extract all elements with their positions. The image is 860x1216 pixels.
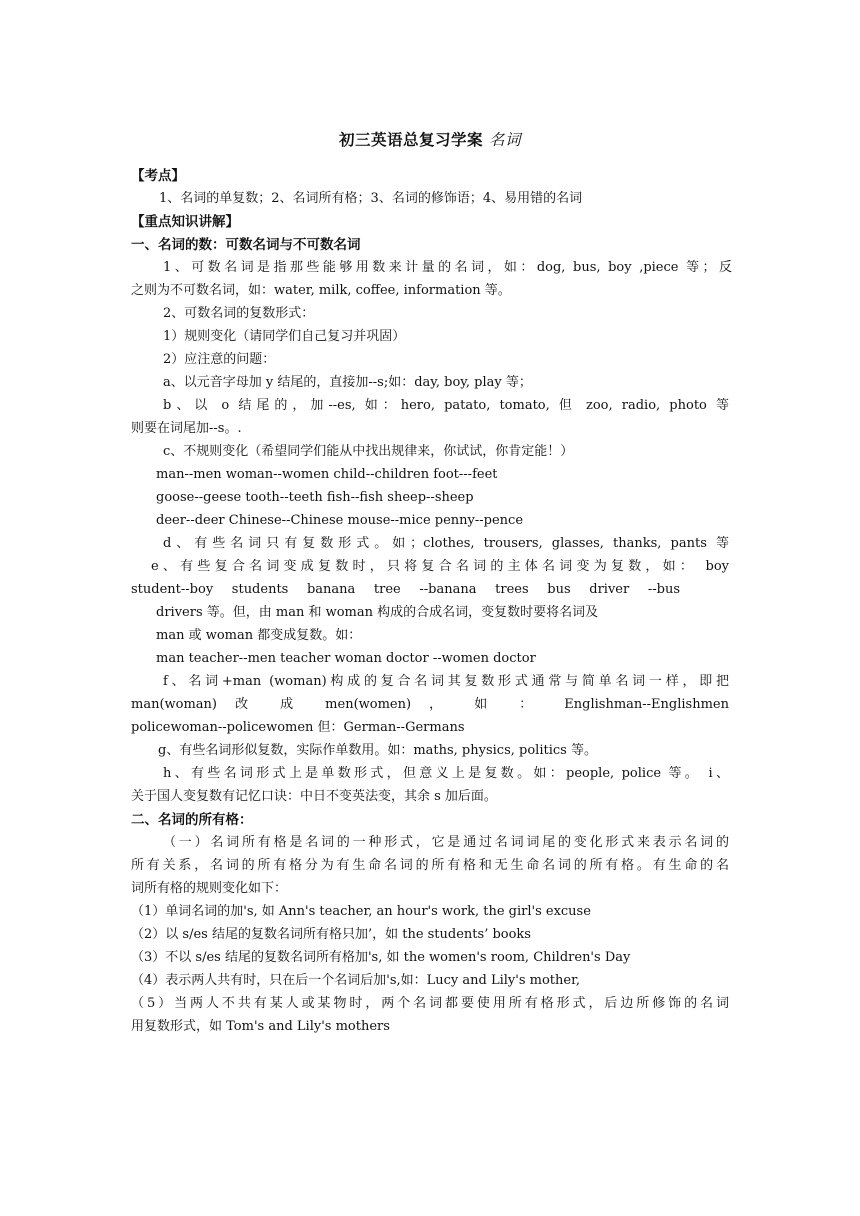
text-line: e、有些复合名词变成复数时，只将复合名词的主体名词变为复数，如： boy <box>151 559 729 574</box>
text-line: （1）单词名词的加's, 如 Ann's teacher, an hour's work, the girl's excuse <box>131 904 591 919</box>
text-line: 1、名词的单复数；2、名词所有格；3、名词的修饰语；4、易用错的名词 <box>159 191 583 206</box>
text-line: d、有些名词只有复数形式。如；clothes, trousers, glasses, thanks, pants 等 <box>163 536 729 551</box>
section-heading: 二、名词的所有格： <box>131 812 253 828</box>
section-heading: 一、名词的数：可数名词与不可数名词 <box>131 237 361 253</box>
text-line: deer--deer Chinese--Chinese mouse--mice penny--pence <box>156 513 524 528</box>
text-line: drivers 等。但，由 man 和 woman 构成的合成名词，变复数时要将名词及 <box>156 605 599 620</box>
text-line: policewoman--policewomen 但：German--Germans <box>131 720 465 735</box>
text-line: （4）表示两人共有时，只在后一个名词后加's,如：Lucy and Lily's mother, <box>131 973 581 988</box>
text-line: f、名词+man (woman)构成的复合名词其复数形式通常与简单名词一样，即把 <box>163 674 729 689</box>
text-line: goose--geese tooth--teeth fish--fish sheep--sheep <box>156 490 474 505</box>
text-line: 词所有格的规则变化如下： <box>131 881 288 896</box>
text-line: 用复数形式，如 Tom's and Lily's mothers <box>131 1019 390 1034</box>
document-title <box>0 128 860 150</box>
text-line: man--men woman--women child--children foot---feet <box>156 467 498 482</box>
title-subject: 名词 <box>488 131 521 149</box>
title-main: 初三英语总复习学案 <box>339 131 484 149</box>
text-line: （3）不以 s/es 结尾的复数名词所有格加's, 如 the women's room, Children's Day <box>131 950 631 965</box>
text-line: 关于国人变复数有记忆口诀：中日不变英法变，其余 s 加后面。 <box>131 789 497 804</box>
text-line: h、有些名词形式上是单数形式，但意义上是复数。如：people, police 等。 i、 <box>163 766 729 781</box>
text-line: 则要在词尾加--s。. <box>131 421 242 436</box>
text-line: 1、可数名词是指那些能够用数来计量的名词，如：dog, bus, boy ,piece 等；反 <box>163 260 732 275</box>
text-line: 所有关系，名词的所有格分为有生命名词的所有格和无生命名词的所有格。有生命的名 <box>131 858 729 873</box>
text-line: （5）当两人不共有某人或某物时，两个名词都要使用所有格形式，后边所修饰的名词 <box>131 996 729 1011</box>
text-line: （2）以 s/es 结尾的复数名词所有格只加’，如 the students’ books <box>131 927 531 942</box>
text-line: man teacher--men teacher woman doctor --women doctor <box>156 651 536 666</box>
text-line: （一）名词所有格是名词的一种形式，它是通过名词词尾的变化形式来表示名词的 <box>163 835 729 850</box>
text-line: a、以元音字母加 y 结尾的，直接加--s;如：day, boy, play 等； <box>163 375 532 390</box>
text-line: g、有些名词形似复数，实际作单数用。如：maths, physics, politics 等。 <box>158 743 597 758</box>
text-line: 2、可数名词的复数形式： <box>163 306 315 321</box>
section-heading: 【重点知识讲解】 <box>131 214 239 230</box>
section-heading: 【考点】 <box>131 168 185 184</box>
text-line: man(woman) 改 成 men(women) ， 如 ： Englishman--Englishmen <box>131 697 729 712</box>
text-line: c、不规则变化（希望同学们能从中找出规律来，你试试，你肯定能！） <box>163 444 574 459</box>
text-line: b、以 o 结尾的，加--es, 如：hero, patato, tomato, 但 zoo, radio, photo 等 <box>163 398 729 413</box>
text-line: 之则为不可数名词，如：water, milk, coffee, information 等。 <box>131 283 511 298</box>
text-line: 2）应注意的问题： <box>163 352 276 367</box>
text-line: student--boy students banana tree --banana trees bus driver --bus <box>131 582 680 597</box>
text-line: man 或 woman 都变成复数。如： <box>156 628 362 643</box>
text-line: 1）规则变化（请同学们自己复习并巩固） <box>163 329 406 344</box>
